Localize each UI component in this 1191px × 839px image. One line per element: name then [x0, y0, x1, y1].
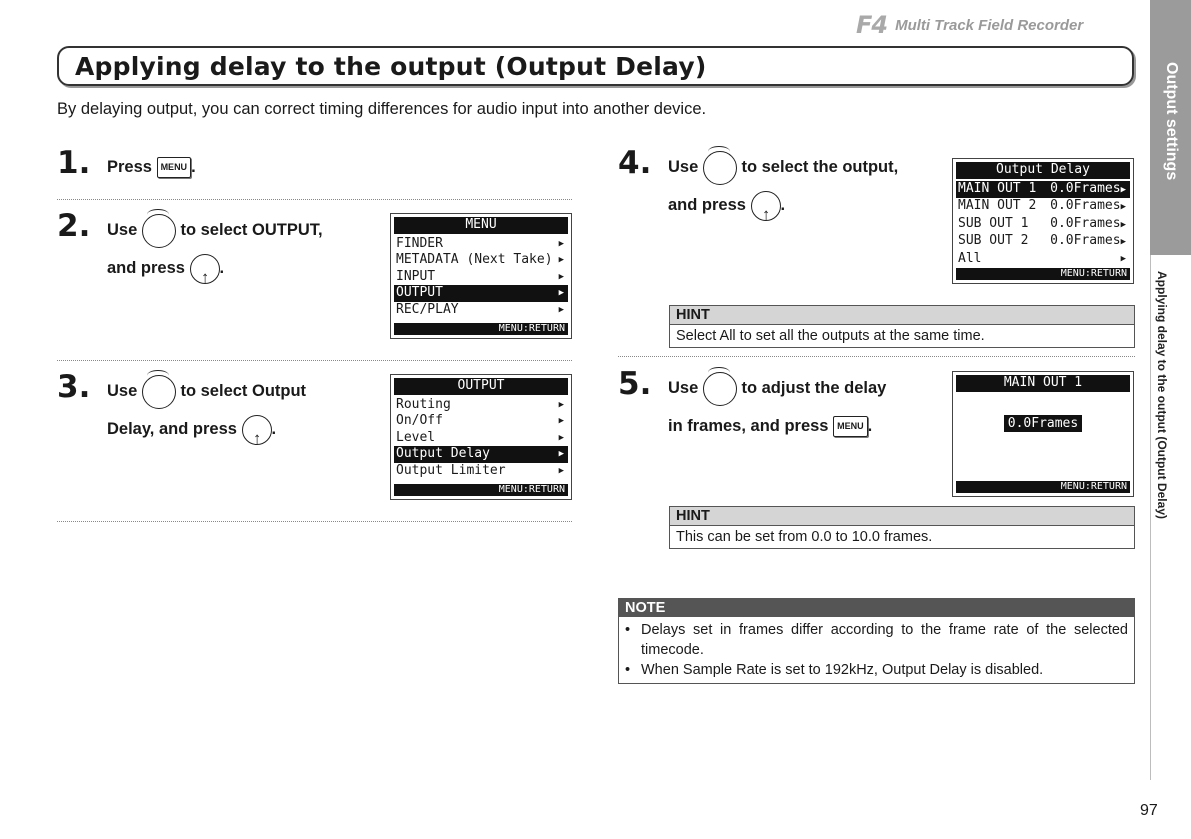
- lcd-row-label: Output Limiter: [396, 462, 506, 478]
- lcd-footer: MENU:RETURN: [956, 481, 1130, 493]
- divider: [57, 360, 572, 361]
- lcd-row-value: 0.0Frames: [1050, 215, 1121, 231]
- step-3-word: Use: [107, 382, 138, 400]
- hint-label: HINT: [670, 306, 1134, 325]
- step-2-instruction: to select OUTPUT,: [180, 221, 323, 239]
- step-2-line-2: and press ↓ .: [107, 249, 224, 287]
- lcd-row-label: On/Off: [396, 413, 443, 428]
- lcd-row-label: MAIN OUT 2: [958, 198, 1037, 213]
- step-2-press: and press: [107, 259, 185, 277]
- main-out-screen: [952, 371, 1134, 497]
- step-4-line-2: and press ↓ .: [668, 186, 785, 224]
- press-dial-icon: [242, 415, 272, 445]
- f4-logo: F4: [856, 11, 888, 39]
- lcd-row: METADATA (Next Take) ▶: [396, 252, 564, 267]
- lcd-row-selected: MAIN OUT 1 0.0Frames▶: [956, 181, 1130, 199]
- menu-key-icon: MENU: [157, 157, 192, 178]
- note-list: [619, 617, 1134, 683]
- dial-icon: [703, 151, 737, 185]
- divider: [57, 521, 572, 522]
- step-2-line-1: [107, 211, 323, 249]
- step-1-number: 1.: [57, 145, 91, 181]
- step-5-instruction: to adjust the delay: [741, 379, 887, 397]
- step-4-instruction: to select the output,: [741, 158, 899, 176]
- step-5-press: in frames, and press: [668, 417, 829, 435]
- delay-value-text: 0.0Frames: [1004, 415, 1082, 432]
- lcd-row: On/Off ▶: [396, 413, 564, 428]
- menu-key-icon: MENU: [833, 416, 868, 437]
- delay-value: [953, 416, 1133, 433]
- lcd-row: All ▶: [958, 250, 1126, 266]
- step-3-line-2: Delay, and press ↓ .: [107, 410, 276, 448]
- step-5-number: 5.: [618, 366, 652, 402]
- lcd-row: REC/PLAY ▶: [396, 301, 564, 317]
- dial-icon: [703, 372, 737, 406]
- lcd-row: INPUT ▶: [396, 268, 564, 284]
- lcd-row-label: Output Delay: [396, 446, 490, 461]
- subsection-label: Applying delay to the output (Output Delay): [1155, 271, 1169, 519]
- hint-box-1: [669, 305, 1135, 348]
- hint-box-2: [669, 506, 1135, 549]
- header-logo: [856, 10, 1136, 40]
- divider: [618, 356, 1135, 357]
- section-tab-label: Output settings: [1162, 62, 1180, 181]
- hint-text: This can be set from 0.0 to 10.0 frames.: [676, 529, 933, 545]
- press-dial-icon: [190, 254, 220, 284]
- lcd-footer: MENU:RETURN: [956, 268, 1130, 280]
- page-number: 97: [1140, 802, 1158, 819]
- step-5-line-1: [668, 369, 886, 407]
- step-4-number: 4.: [618, 145, 652, 181]
- lcd-row-selected: OUTPUT ▶: [394, 285, 568, 302]
- hint-label: HINT: [670, 507, 1134, 526]
- lcd-row-value: 0.0Frames: [1050, 233, 1121, 248]
- lcd-row-label: SUB OUT 1: [958, 215, 1029, 231]
- step-4-word: Use: [668, 158, 699, 176]
- lcd-header: Output Delay: [956, 162, 1130, 179]
- step-2-number: 2.: [57, 208, 91, 244]
- note-label: NOTE: [619, 599, 1134, 617]
- lcd-row-label: MAIN OUT 1: [958, 180, 1037, 196]
- lcd-row-label: METADATA (Next Take): [396, 252, 553, 267]
- step-4-press: and press: [668, 196, 746, 214]
- lcd-footer: MENU:RETURN: [394, 484, 568, 496]
- lcd-row-value: 0.0Frames: [1050, 198, 1121, 213]
- lcd-row-value: 0.0Frames: [1050, 180, 1121, 196]
- lcd-header: MENU: [394, 217, 568, 234]
- section-tab: [1150, 0, 1191, 255]
- hint-text: Select All to set all the outputs at the same time.: [676, 328, 985, 344]
- step-2-word: Use: [107, 221, 138, 239]
- product-tagline: Multi Track Field Recorder: [895, 16, 1084, 34]
- note-box: [618, 598, 1135, 684]
- lcd-row: SUB OUT 1 0.0Frames▶: [956, 216, 1130, 234]
- divider: [57, 199, 572, 200]
- step-3-line-1: [107, 372, 306, 410]
- lcd-row-label: OUTPUT: [396, 285, 443, 300]
- step-1-text: Press MENU .: [107, 148, 196, 186]
- lcd-row: SUB OUT 2 0.0Frames▶: [956, 233, 1130, 251]
- sidebar-divider: [1150, 255, 1151, 780]
- lcd-header: OUTPUT: [394, 378, 568, 395]
- step-3-instruction: to select Output: [180, 382, 307, 400]
- page-title: Applying delay to the output (Output Delay): [75, 51, 707, 81]
- menu-screen: [390, 213, 572, 339]
- lcd-row-label: INPUT: [396, 268, 436, 284]
- step-5-line-2: in frames, and press MENU .: [668, 407, 872, 445]
- step-3-press: Delay, and press: [107, 420, 237, 438]
- lcd-row-label: REC/PLAY: [396, 301, 459, 317]
- lcd-row: Routing ▶: [396, 396, 564, 412]
- lcd-header: MAIN OUT 1: [956, 375, 1130, 392]
- step-1-word: Press: [107, 158, 152, 176]
- dial-icon: [142, 214, 176, 248]
- step-5-word: Use: [668, 379, 699, 397]
- step-3-number: 3.: [57, 369, 91, 405]
- lcd-row-label: SUB OUT 2: [958, 233, 1029, 248]
- note-item: • When Sample Rate is set to 192kHz, Output Delay is disabled.: [625, 660, 1128, 680]
- output-delay-screen: [952, 158, 1134, 284]
- lcd-row: FINDER ▶: [396, 235, 564, 251]
- lcd-row-selected: Output Delay ▶: [394, 446, 568, 463]
- note-item: • Delays set in frames differ according to the frame rate of the selected timecode.: [625, 620, 1128, 660]
- lcd-row: Level ▶: [396, 429, 564, 445]
- intro-text: By delaying output, you can correct timing differences for audio input into another device.: [57, 100, 707, 118]
- lcd-row: Output Limiter ▶: [396, 462, 564, 478]
- page-title-box: [57, 46, 1134, 86]
- lcd-row-label: FINDER: [396, 235, 443, 251]
- lcd-row-label: All: [958, 250, 982, 266]
- lcd-row-label: Routing: [396, 396, 451, 412]
- lcd-row: MAIN OUT 2 0.0Frames▶: [956, 198, 1130, 216]
- lcd-footer: MENU:RETURN: [394, 323, 568, 335]
- lcd-row-label: Level: [396, 429, 436, 445]
- dial-icon: [142, 375, 176, 409]
- step-4-line-1: [668, 148, 898, 186]
- press-dial-icon: [751, 191, 781, 221]
- output-screen: [390, 374, 572, 500]
